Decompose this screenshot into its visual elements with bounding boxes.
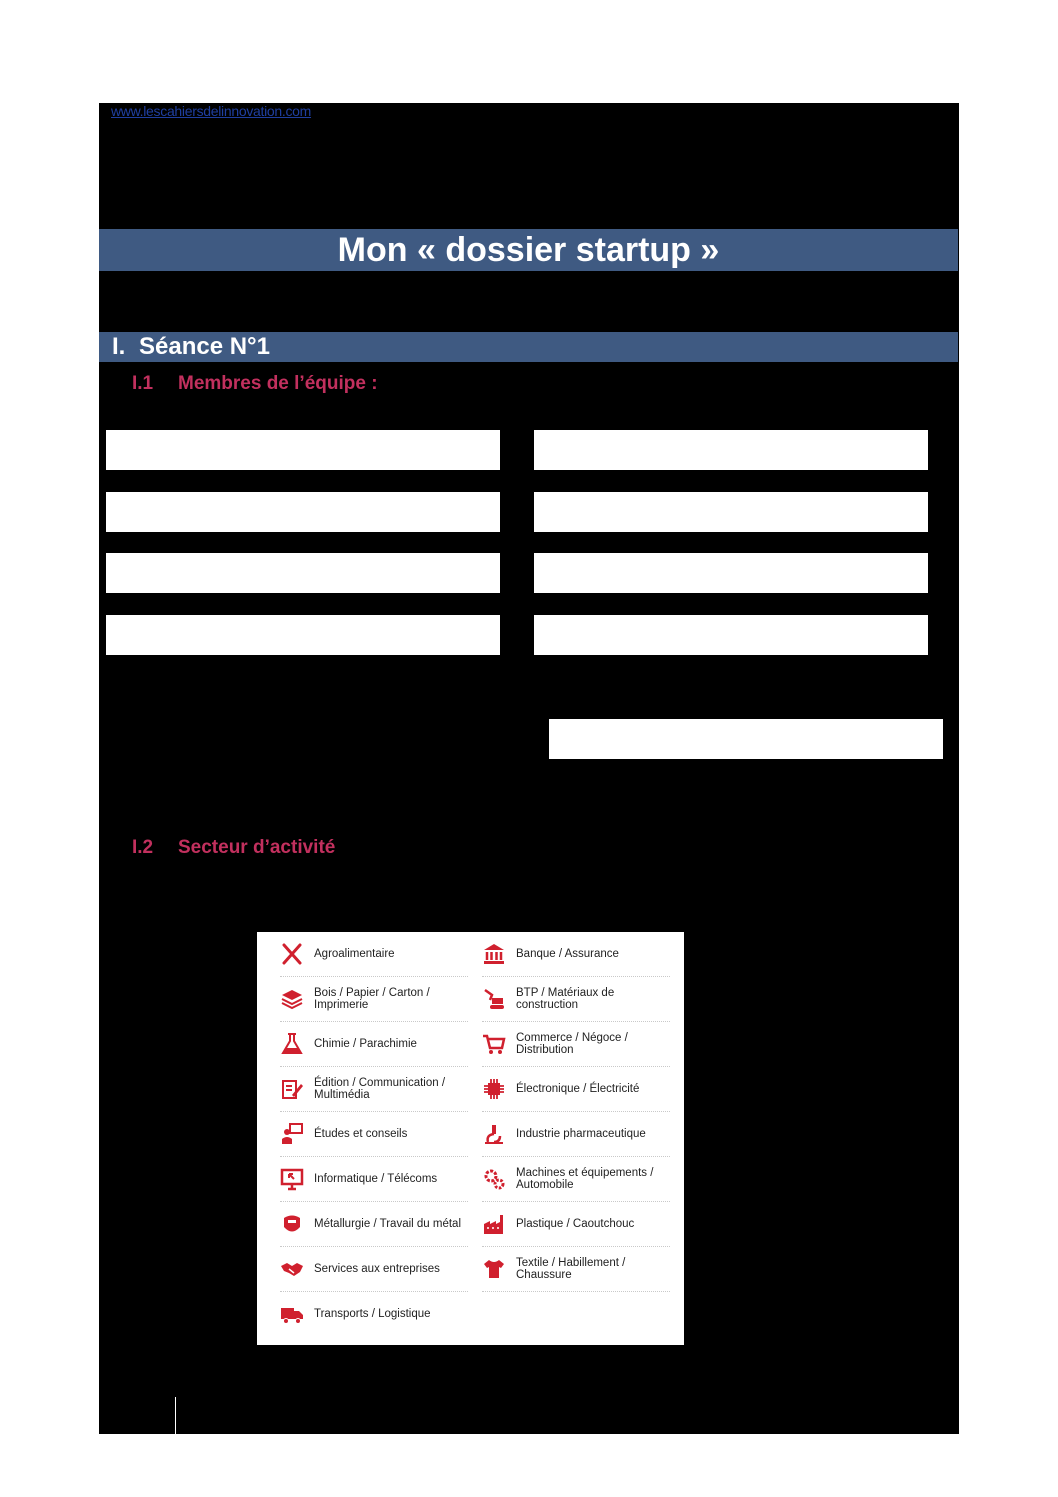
bank-icon [482, 942, 506, 966]
team-member-field-4[interactable] [534, 492, 928, 532]
sector-label: Études et conseils [314, 1128, 408, 1140]
flask-icon [280, 1032, 304, 1056]
microscope-icon [482, 1122, 506, 1146]
sector-label: Machines et équipements / Automobile [516, 1167, 654, 1191]
paper-stack-icon [280, 987, 304, 1011]
handshake-icon [280, 1257, 304, 1281]
sector-label: Services aux entreprises [314, 1263, 440, 1275]
subsection-title: Secteur d’activité [178, 837, 336, 858]
sector-electronique[interactable] [482, 1067, 670, 1112]
team-member-field-1[interactable] [106, 430, 500, 470]
sector-agroalimentaire[interactable] [280, 932, 468, 977]
team-extra-field[interactable] [549, 719, 943, 759]
sector-bois-papier[interactable] [280, 977, 468, 1022]
sector-label: Électronique / Électricité [516, 1083, 640, 1095]
sector-panel [257, 932, 684, 1345]
site-link[interactable]: www.lescahiersdelinnovation.com [111, 103, 312, 119]
sector-etudes-conseils[interactable] [280, 1112, 468, 1157]
sector-label: Chimie / Parachimie [314, 1038, 417, 1050]
sector-plastique[interactable] [482, 1202, 670, 1247]
subsection-team-heading [132, 373, 378, 395]
document-pen-icon [280, 1077, 304, 1101]
section-number: I. [112, 333, 126, 360]
sector-transports[interactable] [280, 1292, 468, 1336]
sector-chimie[interactable] [280, 1022, 468, 1067]
sector-btp[interactable] [482, 977, 670, 1022]
sector-label: Industrie pharmaceutique [516, 1128, 646, 1140]
subsection-sector-heading [132, 837, 335, 859]
sector-label: Plastique / Caoutchouc [516, 1218, 635, 1230]
team-member-field-3[interactable] [106, 492, 500, 532]
monitor-icon [280, 1167, 304, 1191]
team-member-field-7[interactable] [106, 615, 500, 655]
sector-informatique[interactable] [280, 1157, 468, 1202]
team-member-field-5[interactable] [106, 553, 500, 593]
welding-mask-icon [280, 1212, 304, 1236]
sector-label: Édition / Communication / Multimédia [314, 1077, 446, 1101]
subsection-number: I.2 [132, 837, 154, 858]
cutlery-icon [280, 942, 304, 966]
sector-pharma[interactable] [482, 1112, 670, 1157]
sector-commerce[interactable] [482, 1022, 670, 1067]
sector-label: Agroalimentaire [314, 948, 395, 960]
excavator-icon [482, 987, 506, 1011]
section-header [99, 332, 958, 362]
sector-label: Informatique / Télécoms [314, 1173, 438, 1185]
factory-icon [482, 1212, 506, 1236]
sector-metallurgie[interactable] [280, 1202, 468, 1247]
team-member-field-8[interactable] [534, 615, 928, 655]
tshirt-icon [482, 1257, 506, 1281]
team-member-field-6[interactable] [534, 553, 928, 593]
truck-icon [280, 1302, 304, 1326]
subsection-title: Membres de l’équipe : [178, 373, 378, 394]
sector-label: Commerce / Négoce / Distribution [516, 1032, 628, 1056]
sector-textile[interactable] [482, 1247, 670, 1292]
presenter-icon [280, 1122, 304, 1146]
cart-icon [482, 1032, 506, 1056]
team-member-field-2[interactable] [534, 430, 928, 470]
gears-icon [482, 1167, 506, 1191]
sector-label: Textile / Habillement / Chaussure [516, 1257, 626, 1281]
sector-machines[interactable] [482, 1157, 670, 1202]
sector-label: Métallurgie / Travail du métal [314, 1218, 462, 1230]
subsection-number: I.1 [132, 373, 154, 394]
chip-icon [482, 1077, 506, 1101]
sector-label: Bois / Papier / Carton / Imprimerie [314, 987, 430, 1011]
sector-label: BTP / Matériaux de construction [516, 987, 615, 1011]
page-title: Mon « dossier startup » [99, 229, 958, 271]
section-title: Séance N°1 [139, 333, 271, 360]
sector-edition[interactable] [280, 1067, 468, 1112]
sector-banque[interactable] [482, 932, 670, 977]
sector-services[interactable] [280, 1247, 468, 1292]
footer-divider [175, 1397, 176, 1434]
sector-label: Transports / Logistique [314, 1308, 431, 1320]
document-page [99, 103, 959, 1434]
sector-label: Banque / Assurance [516, 948, 619, 960]
